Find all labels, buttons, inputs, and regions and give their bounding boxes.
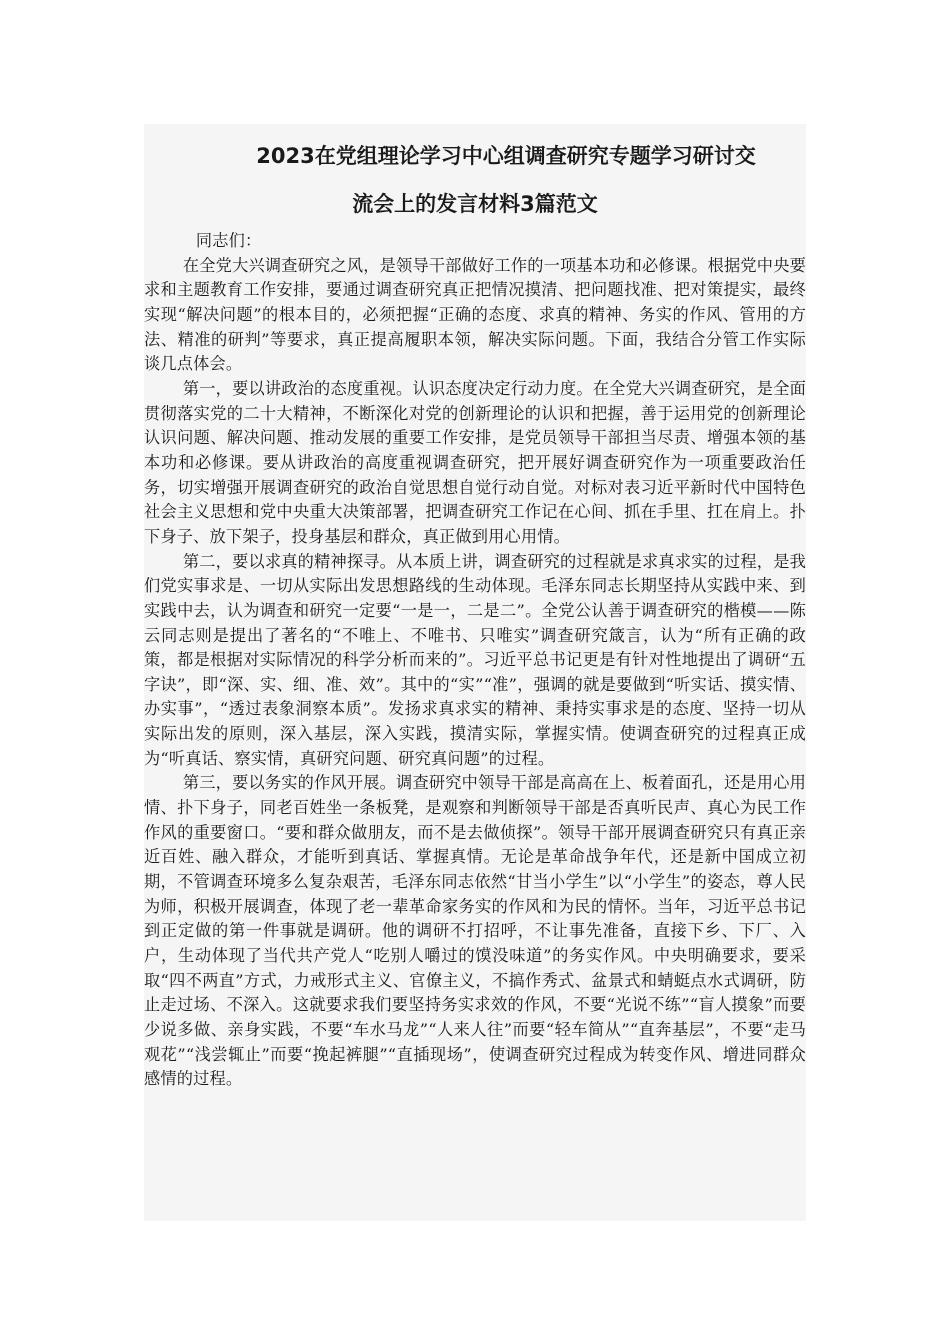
- paragraph-intro: 在全党大兴调查研究之风，是领导干部做好工作的一项基本功和必修课。根据党中央要求和主题教育工作安排，要通过调查研究真正把情况摸清、把问题找准、把对策提实，最终实现“解决问题”的根本目的，必须把握“正确的态度、求真的精神、务实的作风、管用的方法、精准的研判”等要求，真正提高履职本领，解决实际问题。下面，我结合分管工作实际谈几点体会。: [144, 255, 806, 374]
- paragraph-first-point: 第一，要以讲政治的态度重视。认识态度决定行动力度。在全党大兴调查研究，是全面贯彻落实党的二十大精神，不断深化对党的创新理论的认识和把握，善于运用党的创新理论认识问题、解决问题、推动发展的重要工作安排，是党员领导干部担当尽责、增强本领的基本功和必修课。要从讲政治的高度重视调查研究，把开展好调查研究作为一项重要政治任务，切实增强开展调查研究的政治自觉思想自觉行动自觉。对标对表习近平新时代中国特色社会主义思想和党中央重大决策部署，把调查研究工作记在心间、抓在手里、扛在肩上。扑下身子、放下架子，投身基层和群众，真正做到用心用情。: [144, 378, 806, 546]
- salutation: 同志们：: [195, 231, 262, 250]
- document-title-line-1: 2023在党组理论学习中心组调查研究专题学习研讨交: [256, 144, 756, 168]
- paragraph-third-point: 第三，要以务实的作风开展。调查研究中领导干部是高高在上、板着面孔，还是用心用情、扑下身子，同老百姓坐一条板凳，是观察和判断领导干部是否真听民声、真心为民工作作风的重要窗口。“要和群众做朋友，而不是去做侦探”。领导干部开展调查研究只有真正亲近百姓、融入群众，才能听到真话、掌握真情。无论是革命战争年代，还是新中国成立初期，不管调查环境多么复杂艰苦，毛泽东同志依然“甘当小学生”以“小学生”的姿态，尊人民为师，积极开展调查，体现了老一辈革命家务实的作风和为民的情怀。当年，习近平总书记到正定做的第一件事就是调研。他的调研不打招呼，不让事先准备，直接下乡、下厂、入户，生动体现了当代共产党人“吃别人嚼过的馍没味道”的务实作风。中央明确要求，要采取“四不两直”方式，力戒形式主义、官僚主义，不搞作秀式、盆景式和蜻蜓点水式调研，防止走过场、不深入。这就要求我们要坚持务实求效的作风，不要“光说不练”“盲人摸象”而要少说多做、亲身实践，不要“车水马龙”“人来人往”而要“轻车简从”“直奔基层”，不要“走马观花”“浅尝辄止”而要“挽起裤腿”“直插现场”，使调查研究过程成为转变作风、增进同群众感情的过程。: [144, 773, 806, 1089]
- document-title-line-2: 流会上的发言材料3篇范文: [352, 192, 598, 216]
- document-body: [144, 229, 806, 1092]
- paragraph-second-point: 第二，要以求真的精神探寻。从本质上讲，调查研究的过程就是求真求实的过程，是我们党实事求是、一切从实际出发思想路线的生动体现。毛泽东同志长期坚持从实践中来、到实践中去，认为调查和研究一定要“一是一，二是二”。全党公认善于调查研究的楷模——陈云同志则是提出了著名的“不唯上、不唯书、只唯实”调查研究箴言，认为“所有正确的政策，都是根据对实际情况的科学分析而来的”。习近平总书记更是有针对性地提出了调研“五字诀”，即“深、实、细、准、效”。其中的“实”“准”，强调的就是要做到“听实话、摸实情、办实事”，“透过表象洞察本质”。发扬求真求实的精神、秉持实事求是的态度、坚持一切从实际出发的原则，深入基层，深入实践，摸清实际，掌握实情。使调查研究的过程真正成为“听真话、察实情，真研究问题、研究真问题”的过程。: [144, 551, 806, 768]
